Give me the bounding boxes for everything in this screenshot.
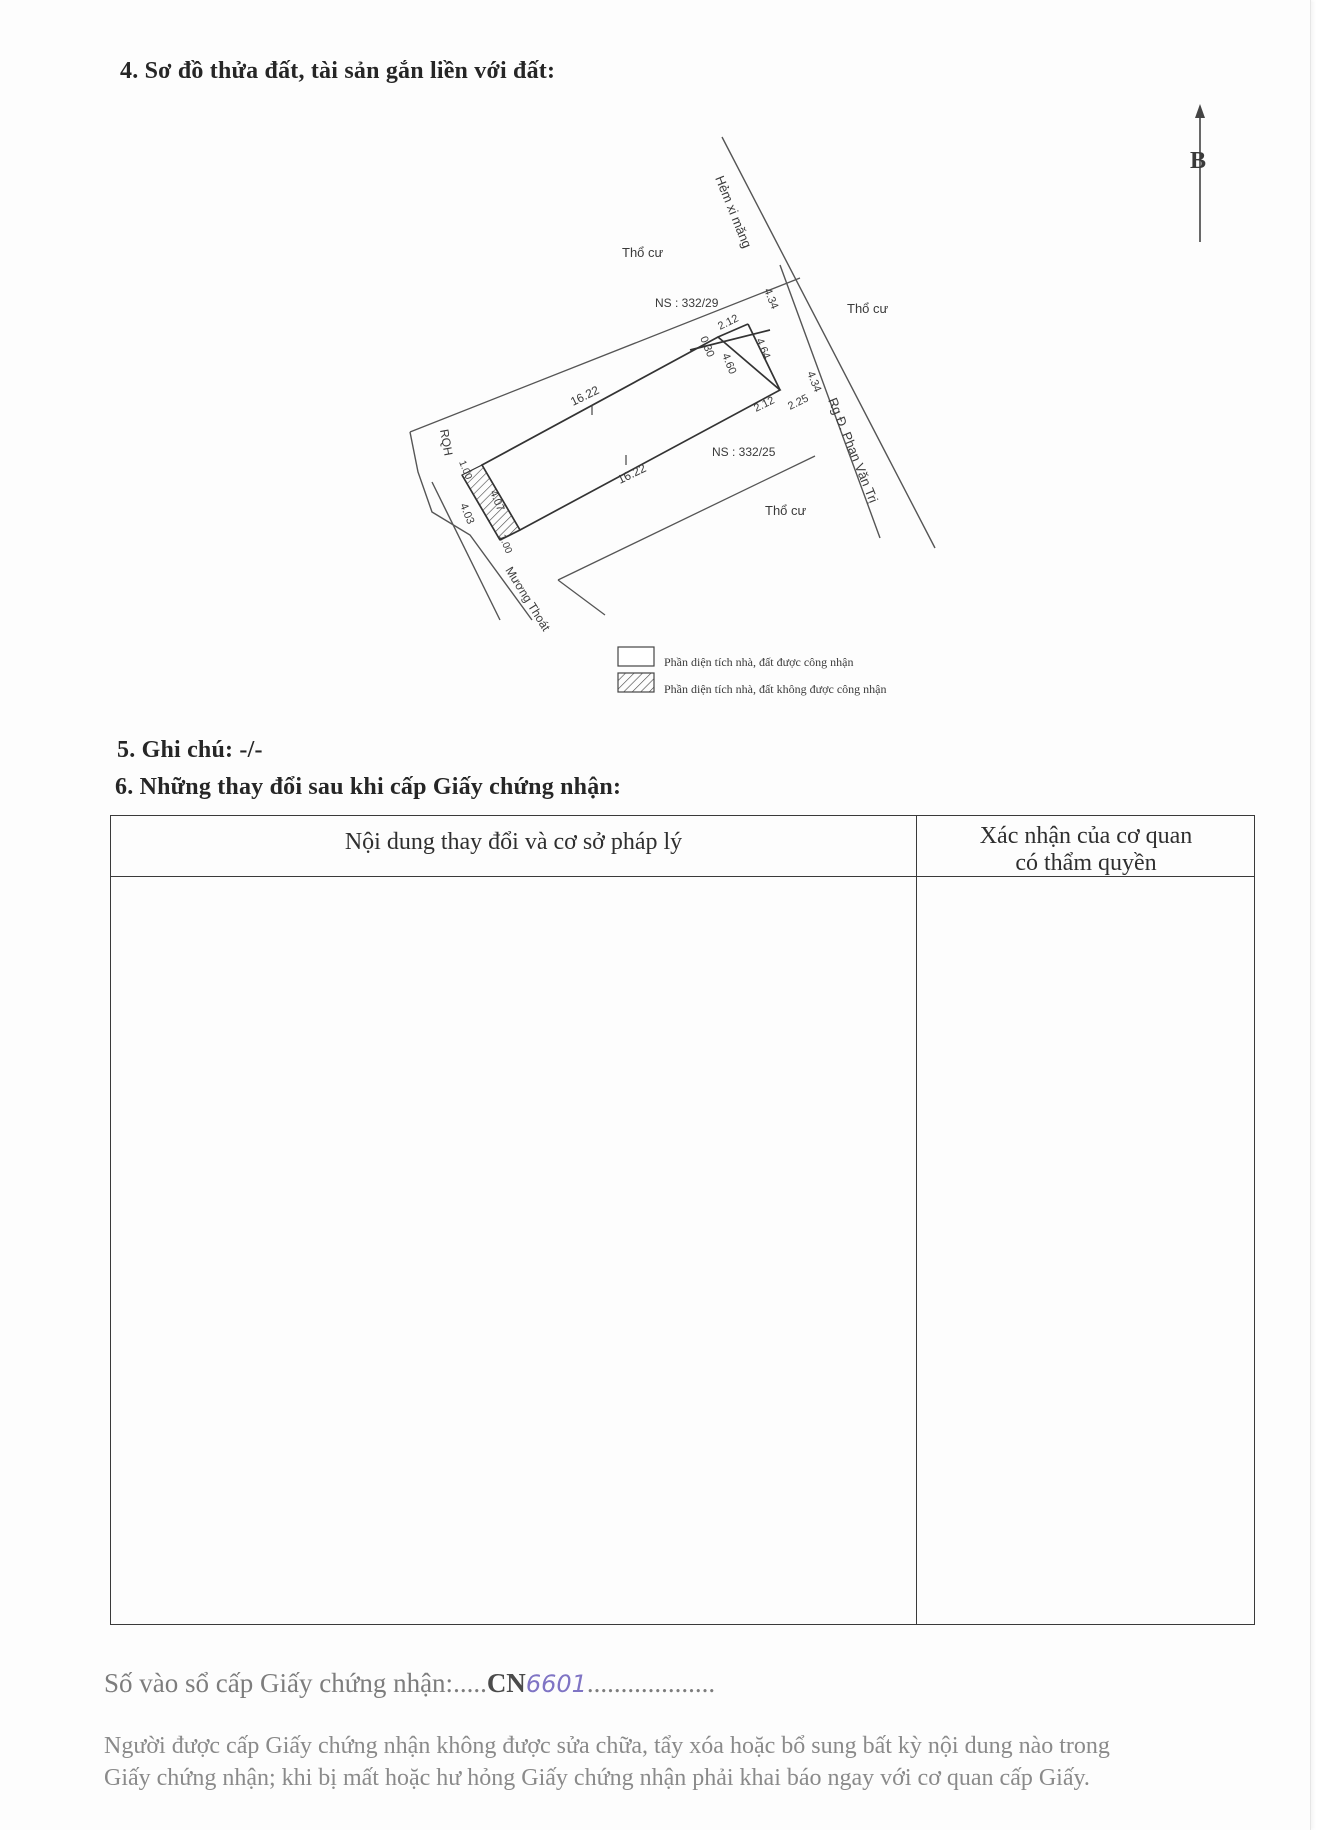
- legend-recognized-swatch: [618, 647, 654, 666]
- dim-inner-width: 4.60: [719, 351, 739, 376]
- legend-not-recognized-label: Phần diện tích nhà, đất không được công nhận: [664, 682, 887, 696]
- legend-recognized-label: Phần diện tích nhà, đất được công nhận: [664, 655, 854, 669]
- dim-rear-width-b: 4.03: [457, 501, 477, 526]
- column-divider: [916, 816, 917, 1624]
- dim-setback: 2.25: [786, 392, 811, 413]
- dim-bottom-length: 16.22: [615, 460, 649, 487]
- ns-bottom-label: NS : 332/25: [712, 445, 776, 459]
- notice-line-2: Giấy chứng nhận; khi bị mất hoặc hư hỏng Giấy chứng nhận phải khai báo ngay với cơ quan cấp Giấy.: [104, 1765, 1090, 1791]
- registration-trail-dots: ...................: [586, 1668, 716, 1698]
- confirm-header-line2: có thẩm quyền: [1015, 850, 1157, 876]
- changes-table: [110, 815, 1255, 1625]
- registration-lead-dots: .....: [453, 1668, 487, 1698]
- confirm-header-line1: Xác nhận của cơ quan: [979, 823, 1193, 849]
- rqh-label: RQH: [437, 428, 456, 457]
- dim-inner-front-a: 2.12: [716, 312, 741, 333]
- dim-inner-small: 0.30: [697, 334, 717, 359]
- neighbor-top-left-label: Thổ cư: [622, 245, 664, 260]
- section-6-heading: 6. Những thay đổi sau khi cấp Giấy chứng nhận:: [115, 774, 622, 800]
- section-4-heading: 4. Sơ đồ thửa đất, tài sản gắn liền với đất:: [120, 58, 556, 84]
- registration-label: Số vào sổ cấp Giấy chứng nhận:: [104, 1668, 454, 1698]
- canal-label: Mương Thoát: [502, 564, 554, 634]
- dim-top-length: 16.22: [568, 382, 602, 409]
- registration-code: CN: [486, 1668, 526, 1698]
- neighbor-bottom-label: Thổ cư: [765, 503, 807, 518]
- dim-rear-width-a: 4.07: [487, 488, 507, 513]
- street-main-label: Rg Đ. Phan Văn Trị: [825, 395, 882, 505]
- north-label: B: [1190, 148, 1207, 174]
- registration-line: [104, 1668, 715, 1699]
- street-lines: [410, 137, 935, 620]
- column-header-content: Nội dung thay đổi và cơ sở pháp lý: [344, 829, 683, 855]
- legend-not-recognized-swatch: [618, 673, 654, 692]
- dimension-arrows: [592, 405, 626, 465]
- dim-front-top: 4.34: [761, 286, 781, 311]
- registration-number: 6601: [525, 1670, 587, 1698]
- column-header-confirmation: [916, 823, 1256, 877]
- land-plot-diagram: [0, 0, 1310, 720]
- neighbor-top-right-label: Thổ cư: [847, 301, 889, 316]
- section-5-heading: 5. Ghi chú: -/-: [117, 737, 263, 763]
- dim-front-width: 4.64: [753, 336, 773, 361]
- dim-front-bottom: 4.34: [804, 369, 824, 394]
- dim-rear-small-b: 1.00: [496, 533, 514, 556]
- street-alley-label: Hẻm xi măng: [712, 173, 755, 251]
- notice-line-1: Người được cấp Giấy chứng nhận không được sửa chữa, tẩy xóa hoặc bổ sung bất kỳ nội dung nào trong: [104, 1733, 1110, 1759]
- ns-top-label: NS : 332/29: [655, 296, 719, 310]
- dim-inner-front-b: 2.12: [752, 394, 777, 415]
- notice-text: [104, 1730, 1214, 1794]
- dim-rear-small-a: 1.00: [456, 459, 474, 482]
